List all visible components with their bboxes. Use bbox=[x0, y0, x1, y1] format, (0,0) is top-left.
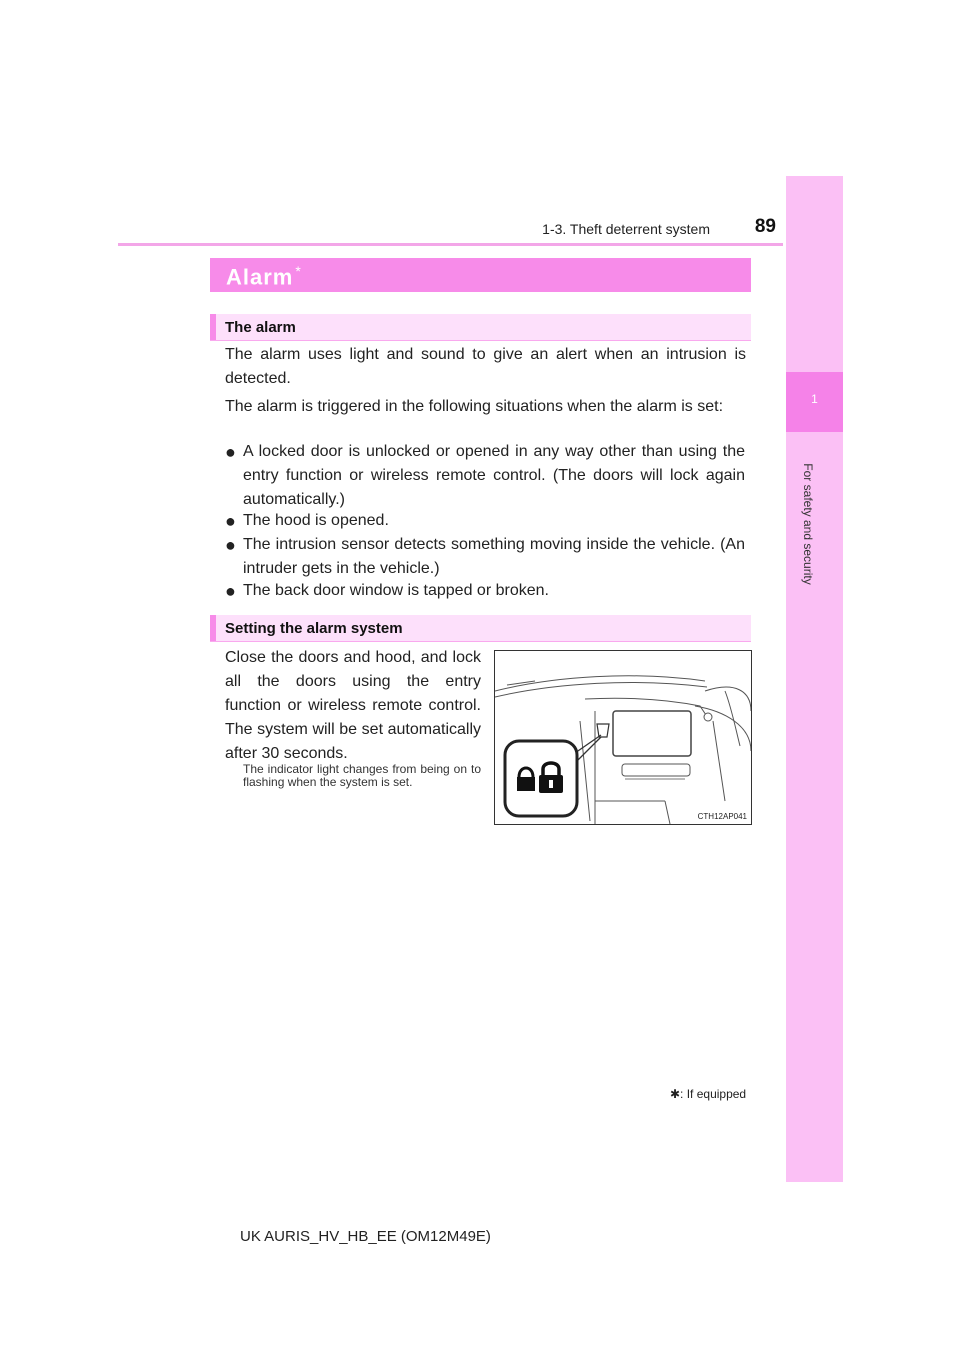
bullet-icon: ● bbox=[225, 581, 236, 601]
subsection-bar-setting bbox=[210, 615, 751, 642]
list-item bbox=[225, 440, 745, 512]
list-item-text: The hood is opened. bbox=[243, 512, 389, 529]
figure-caption: CTH12AP041 bbox=[697, 812, 747, 821]
footnote: ✱: If equipped bbox=[670, 1087, 747, 1101]
subsection-title: The alarm bbox=[225, 319, 296, 336]
header-divider bbox=[118, 243, 783, 246]
alarm-trigger-intro: The alarm is triggered in the following situations when the alarm is set: bbox=[225, 398, 724, 415]
section-title-text: Alarm bbox=[226, 264, 294, 290]
list-item-text: A locked door is unlocked or opened in any way other than using the entry function or wireless remote control. (The doors will lock again automatically.) bbox=[243, 443, 745, 508]
list-item bbox=[225, 579, 745, 603]
dashboard-drawing bbox=[495, 651, 751, 824]
running-header: 1-3. Theft deterrent system bbox=[542, 221, 710, 237]
list-item-text: The intrusion sensor detects something moving inside the vehicle. (An intruder gets in the vehicle.) bbox=[243, 536, 745, 577]
chapter-number: 1 bbox=[811, 392, 818, 406]
document-footer: UK AURIS_HV_HB_EE (OM12M49E) bbox=[240, 1228, 491, 1245]
setting-note: The indicator light changes from being on to flashing when the system is set. bbox=[243, 762, 481, 789]
bullet-icon: ● bbox=[225, 535, 236, 555]
alarm-intro: The alarm uses light and sound to give an alert when an intrusion is detected. bbox=[225, 346, 746, 387]
page-number: 89 bbox=[754, 216, 776, 237]
chapter-side-tab bbox=[786, 176, 843, 1182]
chapter-title: For safety and security bbox=[801, 463, 815, 585]
list-item-text: The back door window is tapped or broken. bbox=[243, 582, 549, 599]
section-title bbox=[226, 263, 302, 290]
subsection-title: Setting the alarm system bbox=[225, 620, 403, 637]
bullet-icon: ● bbox=[225, 442, 236, 462]
list-item bbox=[225, 509, 745, 533]
dashboard-illustration bbox=[494, 650, 752, 825]
subsection-bar-alarm bbox=[210, 314, 751, 341]
optional-equipment-mark: * bbox=[295, 263, 302, 279]
bullet-icon: ● bbox=[225, 511, 236, 531]
setting-paragraph: Close the doors and hood, and lock all the doors using the entry function or wireless remote control. The system will be set automatically after 30 seconds. bbox=[225, 649, 481, 762]
list-item bbox=[225, 533, 745, 581]
